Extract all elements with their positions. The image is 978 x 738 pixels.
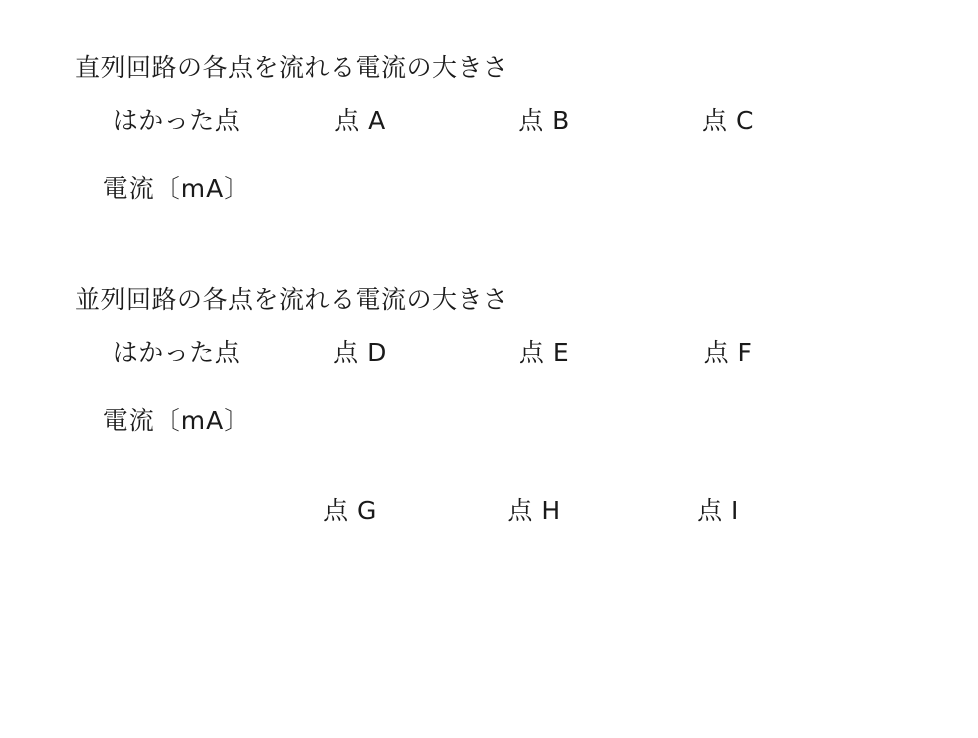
table-parallel-def xyxy=(75,322,820,458)
table-row xyxy=(75,90,820,147)
answer-cell-point-c[interactable] xyxy=(636,147,820,226)
body-label-blank xyxy=(75,537,258,616)
header-cell-point-h: 点 H xyxy=(507,495,561,525)
answer-cell-point-e[interactable] xyxy=(452,379,636,458)
header-cell-point-b: 点 B xyxy=(518,105,570,135)
body-label-current-ma: 電流〔mA〕 xyxy=(102,405,251,435)
section-title-parallel: 並列回路の各点を流れる電流の大きさ xyxy=(75,285,509,314)
answer-cell-point-f[interactable] xyxy=(636,379,820,458)
header-label-measured-point: はかった点 xyxy=(112,337,241,367)
answer-cell-point-d[interactable] xyxy=(268,379,452,458)
header-cell-point-e: 点 E xyxy=(518,337,570,367)
header-cell-point-f: 点 F xyxy=(703,337,753,367)
header-cell-point-c: 点 C xyxy=(702,105,754,135)
table-series-abc xyxy=(75,90,820,226)
section-parallel-circuit xyxy=(75,287,820,616)
table-row xyxy=(75,147,820,226)
table-row xyxy=(75,537,810,616)
answer-cell-point-a[interactable] xyxy=(268,147,452,226)
body-label-current-ma: 電流〔mA〕 xyxy=(102,173,251,203)
table-row xyxy=(75,322,820,379)
answer-cell-point-b[interactable] xyxy=(452,147,636,226)
answer-cell-point-g[interactable] xyxy=(258,537,442,616)
header-label-blank xyxy=(75,480,258,537)
section-series-circuit xyxy=(75,55,820,226)
header-label-measured-point: はかった点 xyxy=(112,105,241,135)
header-cell-point-d: 点 D xyxy=(333,337,387,367)
header-cell-point-g: 点 G xyxy=(323,495,377,525)
answer-cell-point-h[interactable] xyxy=(442,537,626,616)
answer-cell-point-i[interactable] xyxy=(626,537,810,616)
header-cell-point-i: 点 I xyxy=(697,495,739,525)
table-row xyxy=(75,480,810,537)
section-title-series: 直列回路の各点を流れる電流の大きさ xyxy=(75,53,509,82)
table-parallel-ghi xyxy=(75,480,810,616)
table-row xyxy=(75,379,820,458)
header-cell-point-a: 点 A xyxy=(334,105,386,135)
